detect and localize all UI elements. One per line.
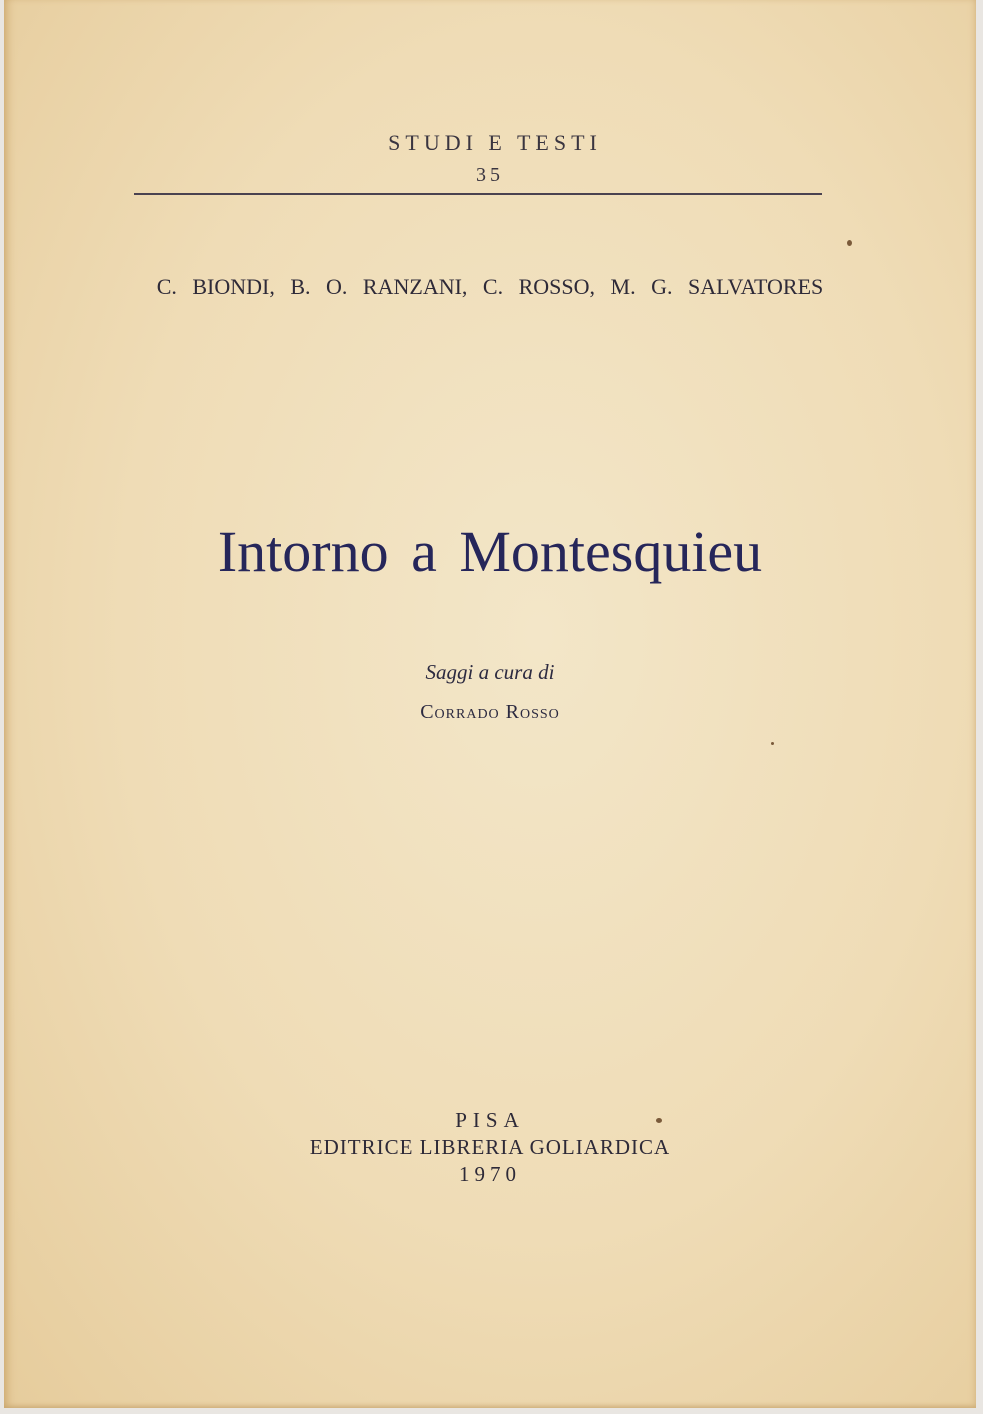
stain: [847, 240, 852, 246]
publication-year: 1970: [459, 1162, 521, 1186]
divider: [134, 193, 822, 195]
series-number: 35: [476, 164, 504, 186]
series-name: STUDI E TESTI: [388, 130, 602, 155]
publisher-city: PISA: [455, 1108, 525, 1132]
subtitle: Saggi a cura di: [425, 660, 555, 684]
book-title: Intorno a Montesquieu: [217, 519, 763, 584]
stain: [771, 742, 774, 745]
editor: Corrado Rosso: [420, 701, 560, 723]
stain: [656, 1118, 662, 1123]
book-cover: [4, 0, 976, 1408]
publisher: EDITRICE LIBRERIA GOLIARDICA: [309, 1135, 671, 1159]
authors: C. BIONDI, B. O. RANZANI, C. ROSSO, M. G. SALVATORES: [156, 274, 824, 299]
